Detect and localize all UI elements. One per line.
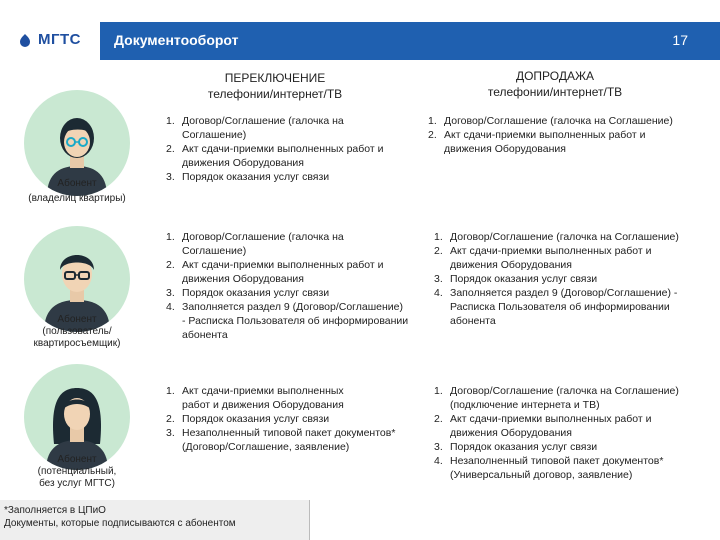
footnote-line1: *Заполняется в ЦПиО xyxy=(4,505,106,516)
list-item-text: Соглашение) xyxy=(182,129,247,141)
list-item-number: 4. xyxy=(166,301,175,313)
column-header-upsell-line2: телефонии/интернет/ТВ xyxy=(487,85,623,99)
list-item-text: движения Оборудования xyxy=(182,157,304,169)
list-item-text: Акт сдачи-приемки выполненных xyxy=(182,385,344,397)
footnote-line2: Документы, которые подписываются с абонентом xyxy=(4,518,236,529)
list-item-number: 3. xyxy=(166,171,175,183)
list-item xyxy=(434,286,716,328)
page-number: 17 xyxy=(672,32,688,48)
mgts-logo-icon xyxy=(18,34,32,48)
column-header-switch-line1: ПЕРЕКЛЮЧЕНИЕ xyxy=(224,71,326,85)
list-item xyxy=(166,286,428,300)
list-item xyxy=(434,230,716,244)
column-header-switch-line2: телефонии/интернет/ТВ xyxy=(207,87,343,101)
list-item xyxy=(166,384,428,412)
list-item xyxy=(166,426,428,454)
list-item xyxy=(166,258,428,286)
list-item xyxy=(166,170,416,184)
title-bar xyxy=(100,22,720,60)
list-item-number: 4. xyxy=(434,287,443,299)
list-item xyxy=(434,272,716,286)
list-item-number: 2. xyxy=(434,413,443,425)
list-item-text: - Расписка Пользователя об информировании xyxy=(182,315,409,327)
list-item xyxy=(166,300,428,342)
list-item-text: Договор/Соглашение (галочка на xyxy=(182,231,344,243)
list-item-number: 1. xyxy=(434,231,443,243)
list-item-number: 2. xyxy=(428,129,437,141)
list-item-number: 1. xyxy=(166,231,175,243)
list-item-text: Порядок оказания услуг связи xyxy=(182,171,330,183)
doc-list xyxy=(166,384,428,454)
label-line: (потенциальный, xyxy=(37,466,117,477)
list-item-text: Акт сдачи-приемки выполненных работ и xyxy=(182,143,384,155)
list-item-number: 1. xyxy=(428,115,437,127)
list-item xyxy=(434,244,716,272)
subscriber-label-owner xyxy=(8,178,146,205)
column-header-switch xyxy=(180,70,370,102)
list-item xyxy=(166,114,416,142)
label-line: (владелиц квартиры) xyxy=(28,193,126,204)
list-item-text: Договор/Соглашение (галочка на Соглашение) xyxy=(450,231,679,243)
list-item-text: (Универсальный договор, заявление) xyxy=(450,469,633,481)
label-line: квартиросъемщик) xyxy=(33,338,121,349)
list-item-number: 2. xyxy=(434,245,443,257)
list-item xyxy=(434,454,716,482)
list-item-text: работ и движения Оборудования xyxy=(182,399,344,411)
list-item-text: Акт сдачи-приемки выполненных работ и xyxy=(450,245,652,257)
list-item-text: Порядок оказания услуг связи xyxy=(182,413,330,425)
list-item-number: 1. xyxy=(166,385,175,397)
header xyxy=(0,22,720,62)
subscriber-label-potential xyxy=(8,454,146,490)
label-line: (пользователь/ xyxy=(42,326,112,337)
list-item-text: движения Оборудования xyxy=(444,143,566,155)
list-item-number: 3. xyxy=(434,441,443,453)
list-item-text: абонента xyxy=(450,315,496,327)
list-item xyxy=(166,230,428,258)
list-item-text: движения Оборудования xyxy=(450,259,572,271)
list-item-number: 2. xyxy=(166,259,175,271)
list-item-text: Порядок оказания услуг связи xyxy=(450,273,598,285)
list-item-text: Расписка Пользователя об информировании xyxy=(450,301,670,313)
column-header-upsell xyxy=(455,68,655,100)
list-item-text: Соглашение) xyxy=(182,245,247,257)
list-item-text: движения Оборудования xyxy=(450,427,572,439)
doc-list xyxy=(166,230,428,342)
list-item-number: 4. xyxy=(434,455,443,467)
logo-text: МГТС xyxy=(38,31,81,48)
doc-list xyxy=(428,114,713,156)
list-item-text: (подключение интернета и ТВ) xyxy=(450,399,600,411)
list-item xyxy=(428,114,713,128)
list-item-text: Акт сдачи-приемки выполненных работ и xyxy=(182,259,384,271)
list-item-text: Порядок оказания услуг связи xyxy=(450,441,598,453)
list-item-text: абонента xyxy=(182,329,228,341)
list-item-text: Порядок оказания услуг связи xyxy=(182,287,330,299)
list-item xyxy=(166,412,428,426)
list-item-text: Незаполненный типовой пакет документов* xyxy=(450,455,664,467)
list-item xyxy=(166,142,416,170)
list-item-text: движения Оборудования xyxy=(182,273,304,285)
list-item-number: 3. xyxy=(434,273,443,285)
list-item-text: Заполняется раздел 9 (Договор/Соглашение) xyxy=(182,301,403,313)
label-line: Абонент xyxy=(57,454,97,465)
list-item-text: Договор/Соглашение (галочка на Соглашение) xyxy=(450,385,679,397)
list-item-number: 1. xyxy=(166,115,175,127)
list-item xyxy=(428,128,713,156)
list-item xyxy=(434,384,716,412)
footnote xyxy=(0,500,310,540)
list-item-text: Незаполненный типовой пакет документов* xyxy=(182,427,396,439)
doc-list xyxy=(434,384,716,482)
page-title: Документооборот xyxy=(114,32,239,48)
list-item-text: Акт сдачи-приемки выполненных работ и xyxy=(450,413,652,425)
list-item-number: 2. xyxy=(166,143,175,155)
list-item-text: Заполняется раздел 9 (Договор/Соглашение) - xyxy=(450,287,678,299)
label-line: Абонент xyxy=(57,314,97,325)
list-item xyxy=(434,440,716,454)
column-header-upsell-line1: ДОПРОДАЖА xyxy=(515,69,595,83)
doc-list xyxy=(434,230,716,328)
list-item-text: Акт сдачи-приемки выполненных работ и xyxy=(444,129,646,141)
list-item-number: 3. xyxy=(166,287,175,299)
label-line: Абонент xyxy=(57,178,97,189)
subscriber-label-tenant xyxy=(8,314,146,350)
doc-list xyxy=(166,114,416,184)
list-item xyxy=(434,412,716,440)
label-line: без услуг МГТС) xyxy=(39,478,115,489)
list-item-text: Договор/Соглашение (галочка на Соглашение) xyxy=(444,115,673,127)
list-item-number: 1. xyxy=(434,385,443,397)
list-item-text: (Договор/Соглашение, заявление) xyxy=(182,441,350,453)
list-item-text: Договор/Соглашение (галочка на xyxy=(182,115,344,127)
logo xyxy=(0,22,100,60)
list-item-number: 2. xyxy=(166,413,175,425)
list-item-number: 3. xyxy=(166,427,175,439)
